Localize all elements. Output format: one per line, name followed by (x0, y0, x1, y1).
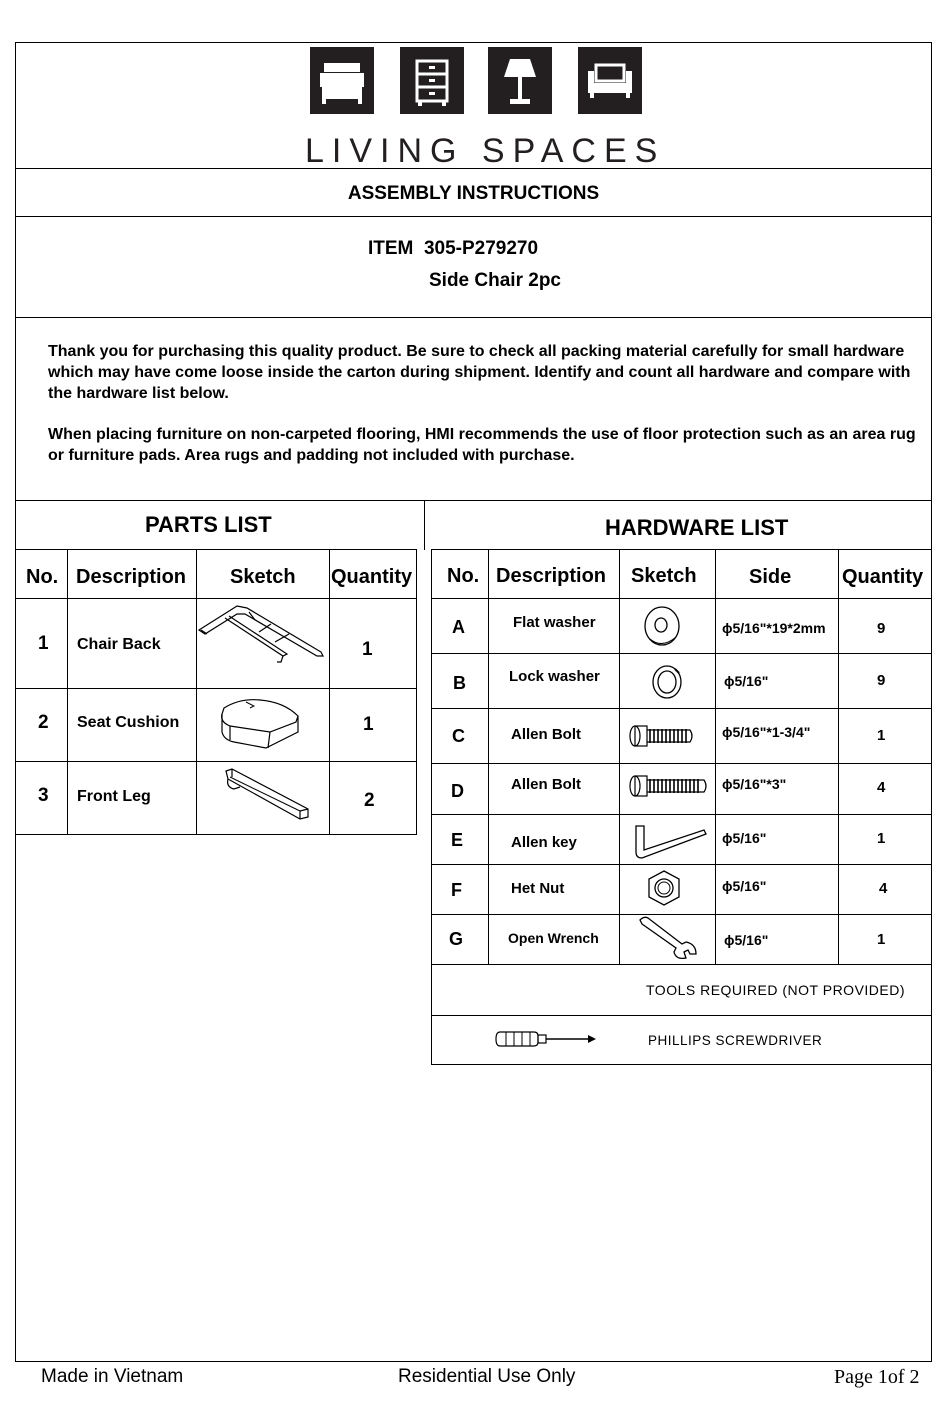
divider (431, 549, 932, 550)
page-number: Page 1of 2 (834, 1366, 920, 1388)
flat-washer-icon (640, 603, 684, 654)
hardware-description: Het Nut (511, 880, 565, 897)
intro-paragraph-2: When placing furniture on non-carpeted flooring, HMI recommends the use of floor protection such as an area rug or furniture pads. Area rugs and padding not included with purchase. (48, 426, 916, 464)
hardware-description: Open Wrench (508, 930, 599, 946)
divider (329, 549, 330, 834)
hardware-list-title: HARDWARE LIST (605, 515, 789, 540)
part-quantity: 2 (364, 790, 375, 811)
hardware-side: ɸ5/16"*3" (722, 776, 787, 792)
footer-use: Residential Use Only (398, 1366, 576, 1387)
hardware-header-side: Side (749, 566, 792, 588)
hardware-description: Lock washer (509, 668, 600, 685)
divider (838, 549, 839, 964)
brand-name: LIVING SPACES (305, 132, 666, 170)
bed-icon (310, 47, 374, 114)
part-no: 2 (38, 712, 49, 733)
item-number: 305-P279270 (423, 238, 539, 259)
hardware-side: ɸ5/16" (722, 878, 767, 894)
divider (431, 814, 932, 815)
divider (431, 708, 932, 709)
divider (431, 1015, 932, 1016)
hardware-quantity: 1 (877, 830, 886, 847)
hardware-quantity: 4 (877, 779, 886, 796)
hardware-side: ɸ5/16" (724, 932, 769, 948)
item-label: ITEM (368, 238, 414, 259)
hardware-header-sketch: Sketch (631, 565, 697, 587)
part-quantity: 1 (362, 639, 373, 660)
hardware-header-quantity: Quantity (842, 566, 924, 588)
seat-cushion-sketch-icon (210, 692, 310, 763)
parts-list-title: PARTS LIST (145, 512, 272, 537)
hardware-side: ɸ5/16"*19*2mm (722, 620, 826, 636)
divider (431, 598, 932, 599)
hardware-description: Allen key (511, 834, 577, 851)
chair-back-sketch-icon (197, 600, 329, 691)
part-description: Chair Back (77, 636, 161, 653)
hardware-description: Flat washer (513, 614, 596, 631)
hardware-side: ɸ5/16"*1-3/4" (722, 724, 811, 740)
front-leg-sketch-icon (220, 765, 320, 832)
divider (431, 1064, 932, 1065)
hardware-quantity: 9 (877, 620, 886, 637)
hardware-quantity: 1 (877, 727, 886, 744)
divider (416, 549, 417, 834)
hardware-quantity: 9 (877, 672, 886, 689)
hardware-no: D (451, 781, 464, 801)
hardware-header-no: No. (447, 565, 480, 587)
lock-washer-icon (648, 661, 688, 708)
allen-bolt-short-icon (628, 722, 698, 755)
product-name: Side Chair 2pc (429, 270, 561, 291)
footer-origin: Made in Vietnam (41, 1366, 184, 1387)
divider (15, 834, 417, 835)
hardware-description: Allen Bolt (511, 726, 581, 743)
divider (67, 549, 68, 834)
tools-heading: TOOLS REQUIRED (NOT PROVIDED) (646, 982, 906, 998)
allen-bolt-long-icon (628, 772, 712, 805)
parts-header-sketch: Sketch (230, 566, 296, 588)
screwdriver-icon (494, 1029, 598, 1054)
item-number-line (368, 238, 538, 260)
part-quantity: 1 (363, 714, 374, 735)
divider (715, 549, 716, 964)
hex-nut-icon (644, 868, 684, 913)
hardware-no: E (451, 830, 464, 850)
open-wrench-icon (636, 914, 702, 969)
divider (424, 500, 425, 550)
part-description: Seat Cushion (77, 714, 180, 731)
parts-header-no: No. (26, 566, 59, 588)
divider (15, 500, 932, 501)
hardware-quantity: 4 (879, 880, 888, 897)
hardware-side: ɸ5/16" (724, 673, 769, 689)
divider (15, 317, 932, 318)
lamp-icon (488, 47, 552, 114)
parts-header-description: Description (76, 566, 187, 588)
hardware-header-description: Description (496, 565, 607, 587)
hardware-no: B (453, 673, 466, 693)
nightstand-icon (400, 47, 464, 114)
intro-paragraph-1: Thank you for purchasing this quality product. Be sure to check all packing material carefully for small hardware which may have come loose inside the carton during shipment. Identify and count all hardware and compare with the hardware list below. (48, 343, 911, 402)
divider (15, 216, 932, 217)
divider (431, 763, 932, 764)
part-no: 1 (38, 633, 49, 654)
hardware-no: A (452, 617, 465, 637)
hardware-quantity: 1 (877, 931, 886, 948)
sofa-icon (578, 47, 642, 114)
divider (15, 598, 417, 599)
divider (619, 549, 620, 964)
divider (15, 168, 932, 169)
allen-key-icon (630, 820, 712, 867)
tool-item: PHILLIPS SCREWDRIVER (648, 1033, 823, 1048)
divider (15, 549, 417, 550)
divider (196, 549, 197, 834)
hardware-no: C (452, 726, 465, 746)
divider (431, 549, 432, 1064)
part-description: Front Leg (77, 788, 151, 805)
parts-header-quantity: Quantity (331, 566, 413, 588)
doc-title: ASSEMBLY INSTRUCTIONS (347, 183, 600, 204)
hardware-side: ɸ5/16" (722, 830, 767, 846)
divider (488, 549, 489, 964)
part-no: 3 (38, 785, 49, 806)
hardware-no: G (449, 929, 464, 949)
hardware-description: Allen Bolt (511, 776, 581, 793)
hardware-no: F (451, 880, 462, 900)
